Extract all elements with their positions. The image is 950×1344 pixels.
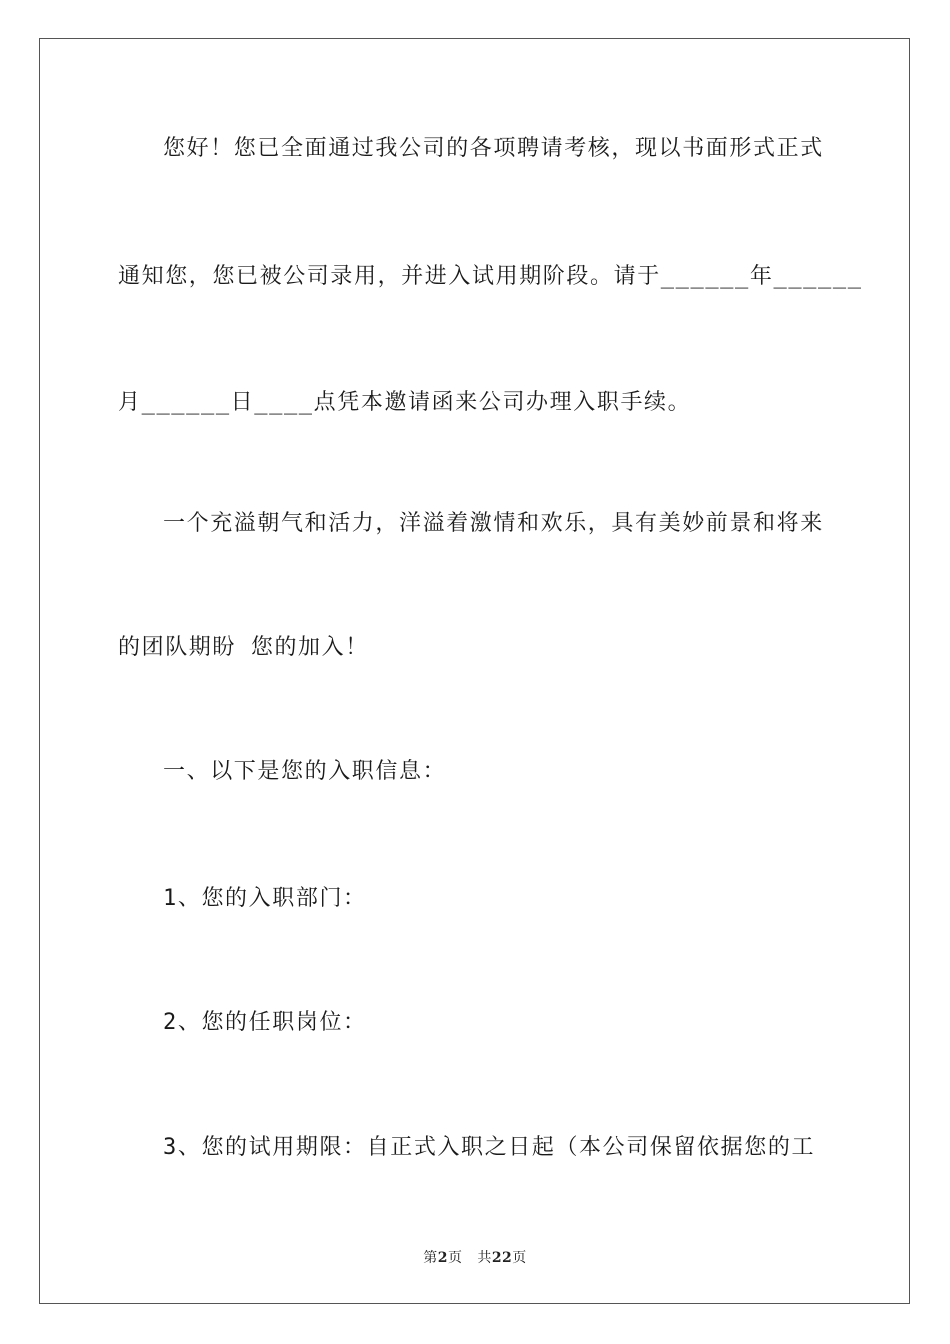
list-item: 3、您的试用期限：自正式入职之日起（本公司保留依据您的工 xyxy=(163,1135,816,1160)
paragraph-1-line-2: 通知您，您已被公司录用，并进入试用期阶段。请于______年______ xyxy=(118,264,863,289)
footer-page-suffix: 页 xyxy=(447,1250,463,1266)
page-footer xyxy=(0,1247,950,1267)
paragraph-1-line-1: 您好！您已全面通过我公司的各项聘请考核，现以书面形式正式 xyxy=(163,136,824,161)
footer-total-suffix: 页 xyxy=(512,1250,527,1266)
section-heading: 一、以下是您的入职信息： xyxy=(163,759,447,784)
page-frame xyxy=(39,38,910,1304)
footer-total-number: 22 xyxy=(491,1250,513,1266)
paragraph-2-line-1: 一个充溢朝气和活力，洋溢着激情和欢乐，具有美妙前景和将来 xyxy=(163,511,824,536)
footer-page-number: 2 xyxy=(437,1250,448,1266)
footer-total-prefix: 共 xyxy=(477,1250,492,1266)
paragraph-2-line-2: 的团队期盼 您的加入！ xyxy=(118,635,369,660)
paragraph-1-line-3: 月______日____点凭本邀请函来公司办理入职手续。 xyxy=(118,390,692,415)
footer-page-prefix: 第 xyxy=(423,1250,438,1266)
list-item: 2、您的任职岗位： xyxy=(163,1010,367,1035)
list-item: 1、您的入职部门： xyxy=(163,886,367,911)
